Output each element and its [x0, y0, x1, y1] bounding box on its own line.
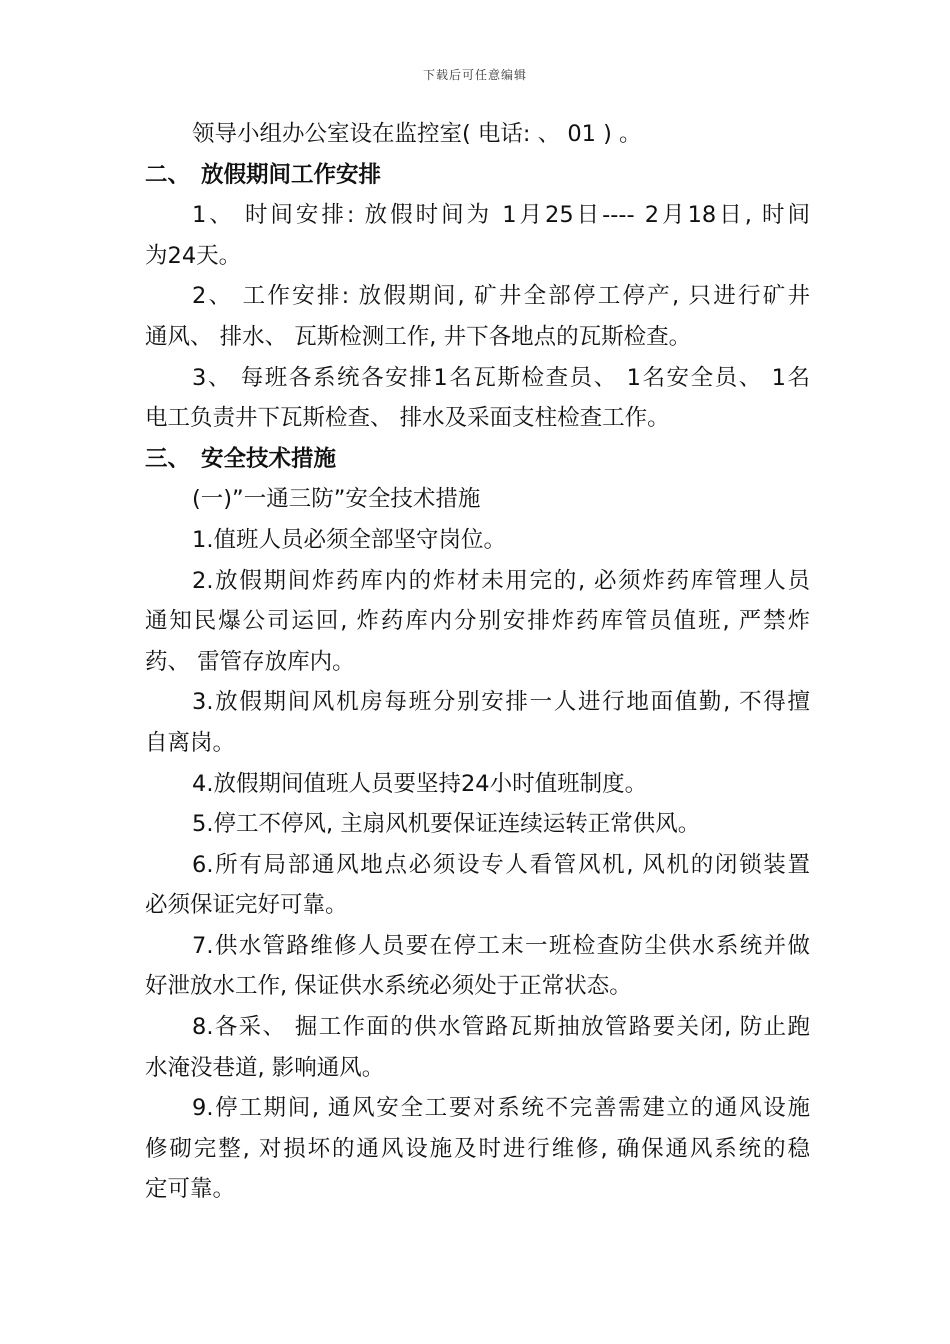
paragraph-line: 水淹没巷道, 影响通风。	[145, 1054, 385, 1081]
office-line: 领导小组办公室设在监控室( 电话: 、 01 ) 。	[192, 121, 642, 147]
paragraph-line: 药、 雷管存放库内。	[145, 648, 355, 675]
paragraph-line: 1.值班人员必须全部坚守岗位。	[192, 526, 506, 553]
paragraph-line: 2、 工作安排: 放假期间, 矿井全部停工停产, 只进行矿井	[192, 283, 810, 310]
paragraph-line: 8.各采、 掘工作面的供水管路瓦斯抽放管路要关闭, 防止跑	[192, 1014, 810, 1041]
section-3-items	[145, 479, 810, 1210]
paragraph-line: 为24天。	[145, 242, 242, 269]
paragraph-line: 6.所有局部通风地点必须设专人看管风机, 风机的闭锁装置	[192, 851, 810, 878]
document-body	[145, 114, 810, 1210]
paragraph-line: 7.供水管路维修人员要在停工末一班检查防尘供水系统并做	[192, 932, 810, 959]
section-heading-3	[145, 439, 810, 480]
section-2-items	[145, 195, 810, 439]
paragraph-line: 9.停工期间, 通风安全工要对系统不完善需建立的通风设施	[192, 1095, 810, 1122]
paragraph-line: 3.放假期间风机房每班分别安排一人进行地面值勤, 不得擅	[192, 689, 810, 716]
paragraph-line: 电工负责井下瓦斯检查、 排水及采面支柱检查工作。	[145, 405, 670, 432]
paragraph-line: 定可靠。	[145, 1176, 236, 1203]
paragraph-line: 3、 每班各系统各安排1名瓦斯检查员、 1名安全员、 1名	[192, 364, 810, 391]
section-title: 放假期间工作安排	[201, 161, 382, 188]
subsection-title: (一)”一通三防”安全技术措施	[192, 486, 481, 513]
paragraph-line: 通知民爆公司运回, 炸药库内分别安排炸药库管员值班, 严禁炸	[145, 608, 810, 635]
section-heading-2	[145, 155, 810, 196]
paragraph-line: 修砌完整, 对损坏的通风设施及时进行维修, 确保通风系统的稳	[145, 1135, 810, 1162]
section-number: 二、	[145, 161, 191, 188]
section-title: 安全技术措施	[201, 445, 337, 472]
header-note: 下载后可任意编辑	[422, 68, 527, 82]
paragraph-line: 通风、 排水、 瓦斯检测工作, 井下各地点的瓦斯检查。	[145, 323, 692, 350]
paragraph-line: 好泄放水工作, 保证供水系统必须处于正常状态。	[145, 973, 632, 1000]
paragraph-line: 必须保证完好可靠。	[145, 892, 348, 919]
paragraph-line: 5.停工不停风, 主扇风机要保证连续运转正常供风。	[192, 811, 701, 838]
paragraph-line: 1、 时间安排: 放假时间为 1月25日---- 2月18日, 时间	[192, 202, 810, 229]
paragraph-line: 自离岗。	[145, 729, 236, 756]
paragraph-line: 2.放假期间炸药库内的炸材未用完的, 必须炸药库管理人员	[192, 567, 810, 594]
section-number: 三、	[145, 445, 191, 472]
paragraph-line: 4.放假期间值班人员要坚持24小时值班制度。	[192, 770, 648, 797]
